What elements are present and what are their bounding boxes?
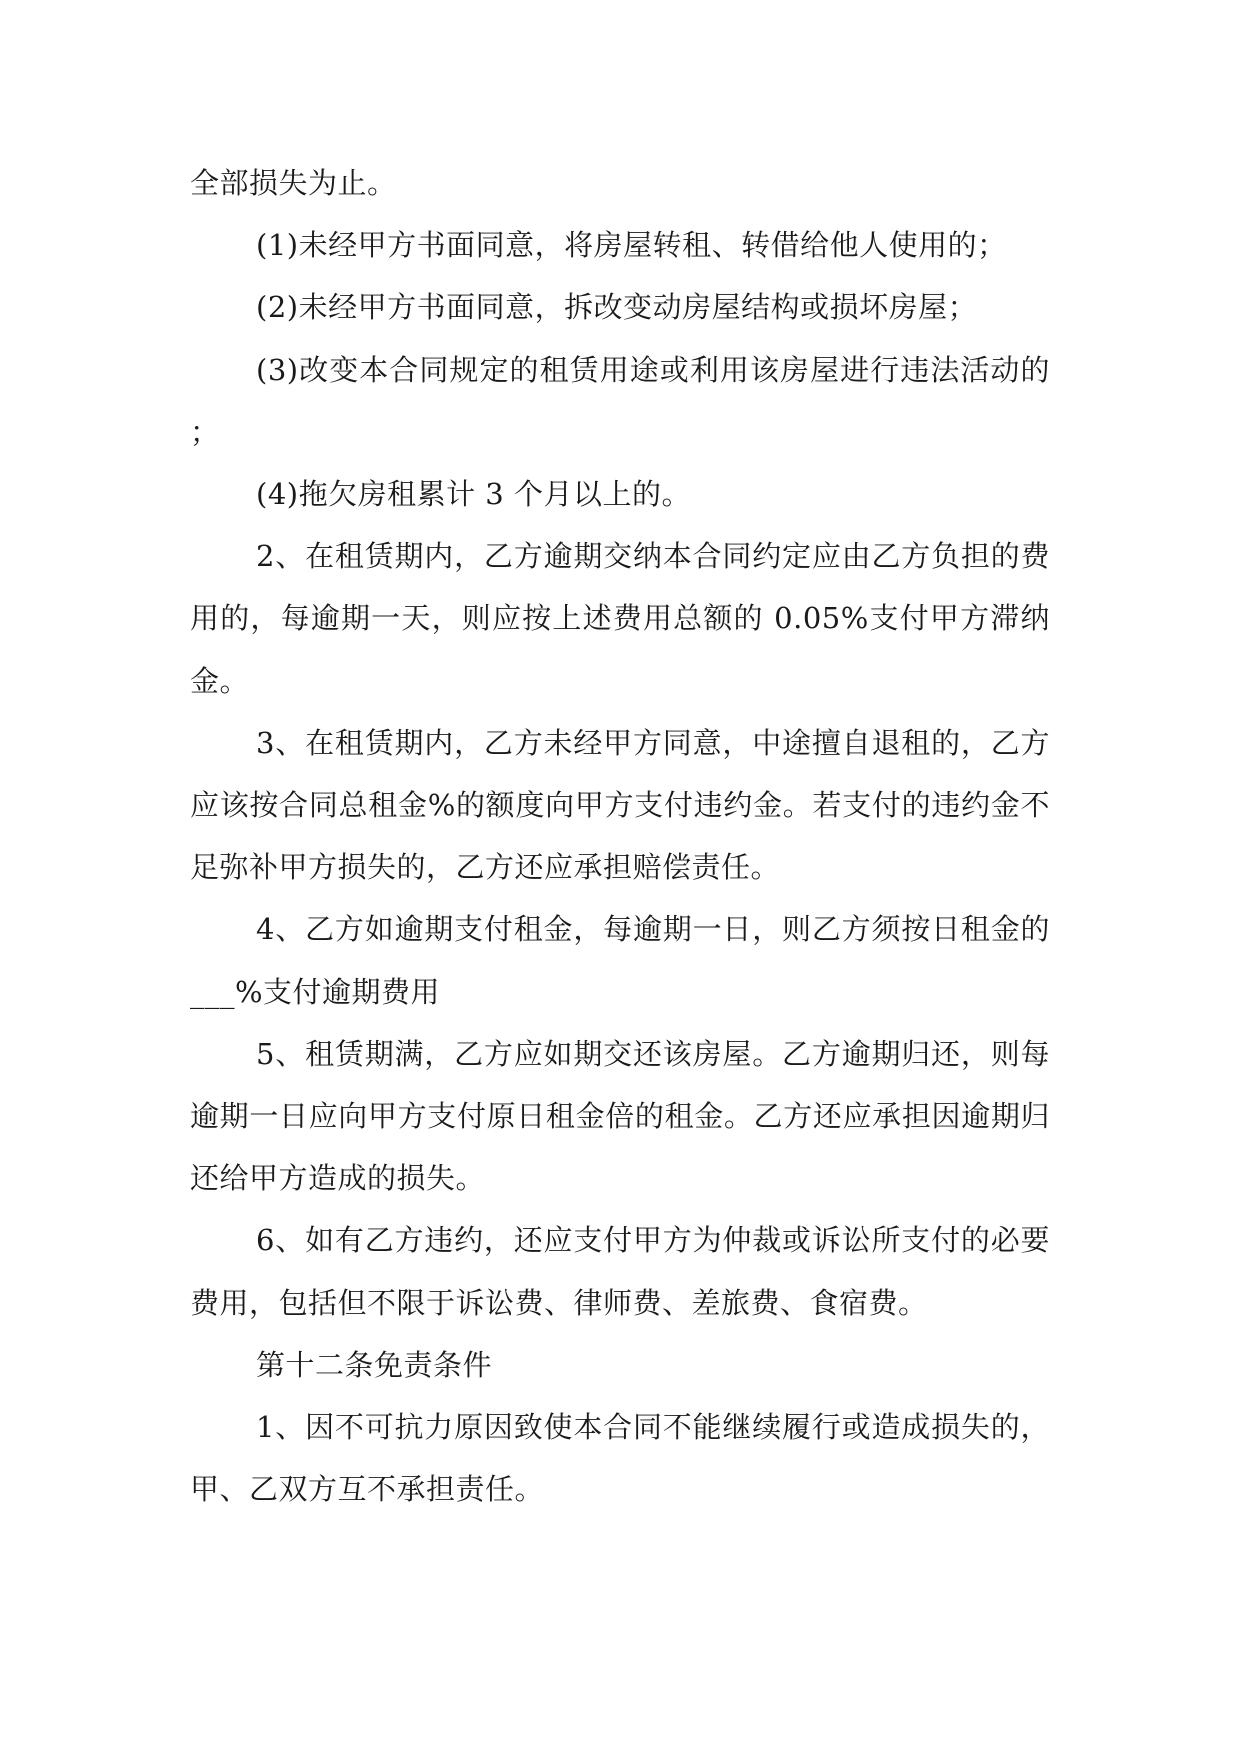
paragraph-loss-continuation: 全部损失为止。 bbox=[190, 166, 397, 200]
document-body bbox=[190, 152, 1050, 1520]
section-heading-article-12: 第十二条免责条件 bbox=[256, 1347, 493, 1382]
paragraph-item-4-rent-arrears: (4)拖欠房租累计 3 个月以上的。 bbox=[256, 477, 691, 512]
paragraph-clause-6-legal-costs: 6、如有乙方违约，还应支付甲方为仲裁或诉讼所支付的必要费用，包括但不限于诉讼费、律师费、差旅费、食宿费。 bbox=[190, 1223, 1050, 1320]
paragraph-clause-3-early-termination: 3、在租赁期内，乙方未经甲方同意，中途擅自退租的，乙方应该按合同总租金%的额度向甲方支付违约金。若支付的违约金不足弥补甲方损失的，乙方还应承担赔偿责任。 bbox=[190, 725, 1050, 885]
paragraph-clause-2-late-fee: 2、在租赁期内，乙方逾期交纳本合同约定应由乙方负担的费用的，每逾期一天，则应按上述费用总额的 0.05%支付甲方滞纳金。 bbox=[190, 539, 1050, 698]
paragraph-clause-5-return-premises: 5、租赁期满，乙方应如期交还该房屋。乙方逾期归还，则每逾期一日应向甲方支付原日租金倍的租金。乙方还应承担因逾期归还给甲方造成的损失。 bbox=[190, 1036, 1050, 1196]
paragraph-item-2-alter-structure: (2)未经甲方书面同意，拆改变动房屋结构或损坏房屋； bbox=[256, 290, 978, 325]
paragraph-item-3-change-use: (3)改变本合同规定的租赁用途或利用该房屋进行违法活动的； bbox=[190, 352, 1050, 449]
paragraph-item-1-sublet: (1)未经甲方书面同意，将房屋转租、转借给他人使用的； bbox=[256, 228, 1007, 263]
paragraph-force-majeure: 1、因不可抗力原因致使本合同不能继续履行或造成损失的，甲、乙双方互不承担责任。 bbox=[190, 1410, 1050, 1507]
paragraph-clause-4-late-rent: 4、乙方如逾期支付租金，每逾期一日，则乙方须按日租金的___%支付逾期费用 bbox=[190, 912, 1050, 1009]
